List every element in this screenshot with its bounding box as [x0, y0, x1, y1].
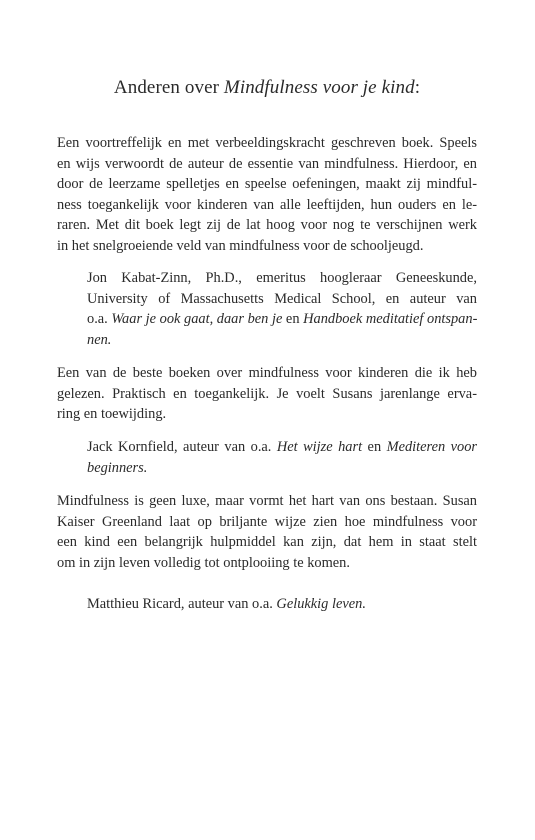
quote-line: een kind een belangrijk hulpmiddel kan zijn, dat hem in staat stelt — [57, 534, 477, 550]
quote-3 — [57, 491, 477, 573]
quote-line: in het snelgroeiende veld van mindfulness voor de schooljeugd. — [57, 237, 424, 254]
book-title: Waar je ook gaat, daar ben je — [111, 311, 283, 327]
quote-line: en wijs verwoordt de auteur de essentie van mindfulness. Hierdoor, en — [57, 155, 477, 172]
quote-line: gelezen. Praktisch en toegankelijk. Je voelt Susans jarenlange erva- — [57, 385, 477, 402]
quote-line: raren. Met dit boek legt zij de lat hoog voor nog te verschijnen werk — [57, 217, 477, 233]
book-title: Mediteren voor — [386, 439, 478, 455]
quote-1 — [57, 133, 477, 256]
attribution-3 — [87, 594, 477, 615]
quote-2 — [57, 363, 477, 425]
quote-line: door de leerzame spelletjes en speelse oefeningen, maakt zij mindful- — [57, 176, 477, 192]
attribution-line: Jon Kabat-Zinn, Ph.D., emeritus hoogleraar Geneeskunde, — [87, 270, 477, 286]
quote-line: Kaiser Greenland laat op briljante wijze zien hoe mindfulness voor — [57, 513, 477, 530]
quote-line: ring en toewijding. — [57, 406, 167, 422]
quote-line: Een voortreffelijk en met verbeeldingskracht geschreven boek. Speels — [57, 135, 477, 151]
attribution-line: Matthieu Ricard, auteur van o.a. Gelukkig leven. — [87, 596, 366, 612]
quote-line: Een van de beste boeken over mindfulness voor kinderen die ik heb — [57, 365, 477, 381]
attribution-line: beginners. — [87, 459, 148, 476]
book-title: Het wijze hart — [276, 439, 363, 455]
page-heading: Anderen over Mindfulness voor je kind: — [113, 77, 421, 98]
book-title: Gelukkig leven. — [276, 596, 366, 612]
quote-line: Mindfulness is geen luxe, maar vormt het hart van ons bestaan. Susan — [57, 493, 477, 509]
quote-line: ness toegankelijk voor kinderen van alle leeftijden, hun ouders en le- — [57, 196, 477, 213]
book-title: Mindfulness voor je kind — [223, 77, 415, 98]
book-title: Handboek meditatief ontspan- — [303, 311, 478, 327]
attribution-line: nen. — [87, 331, 112, 348]
book-page — [57, 0, 477, 840]
attribution-line: Jack Kornfield, auteur van o.a. Het wijze hart en Mediteren voor — [87, 439, 478, 455]
quote-line: om in zijn leven volledig tot ontplooiing te komen. — [57, 554, 350, 571]
attribution-1 — [87, 268, 477, 350]
attribution-line: o.a. Waar je ook gaat, daar ben je en Handboek meditatief ontspan- — [87, 311, 478, 327]
attribution-line: University of Massachusetts Medical School, en auteur van — [87, 290, 477, 307]
attribution-2 — [87, 437, 477, 478]
